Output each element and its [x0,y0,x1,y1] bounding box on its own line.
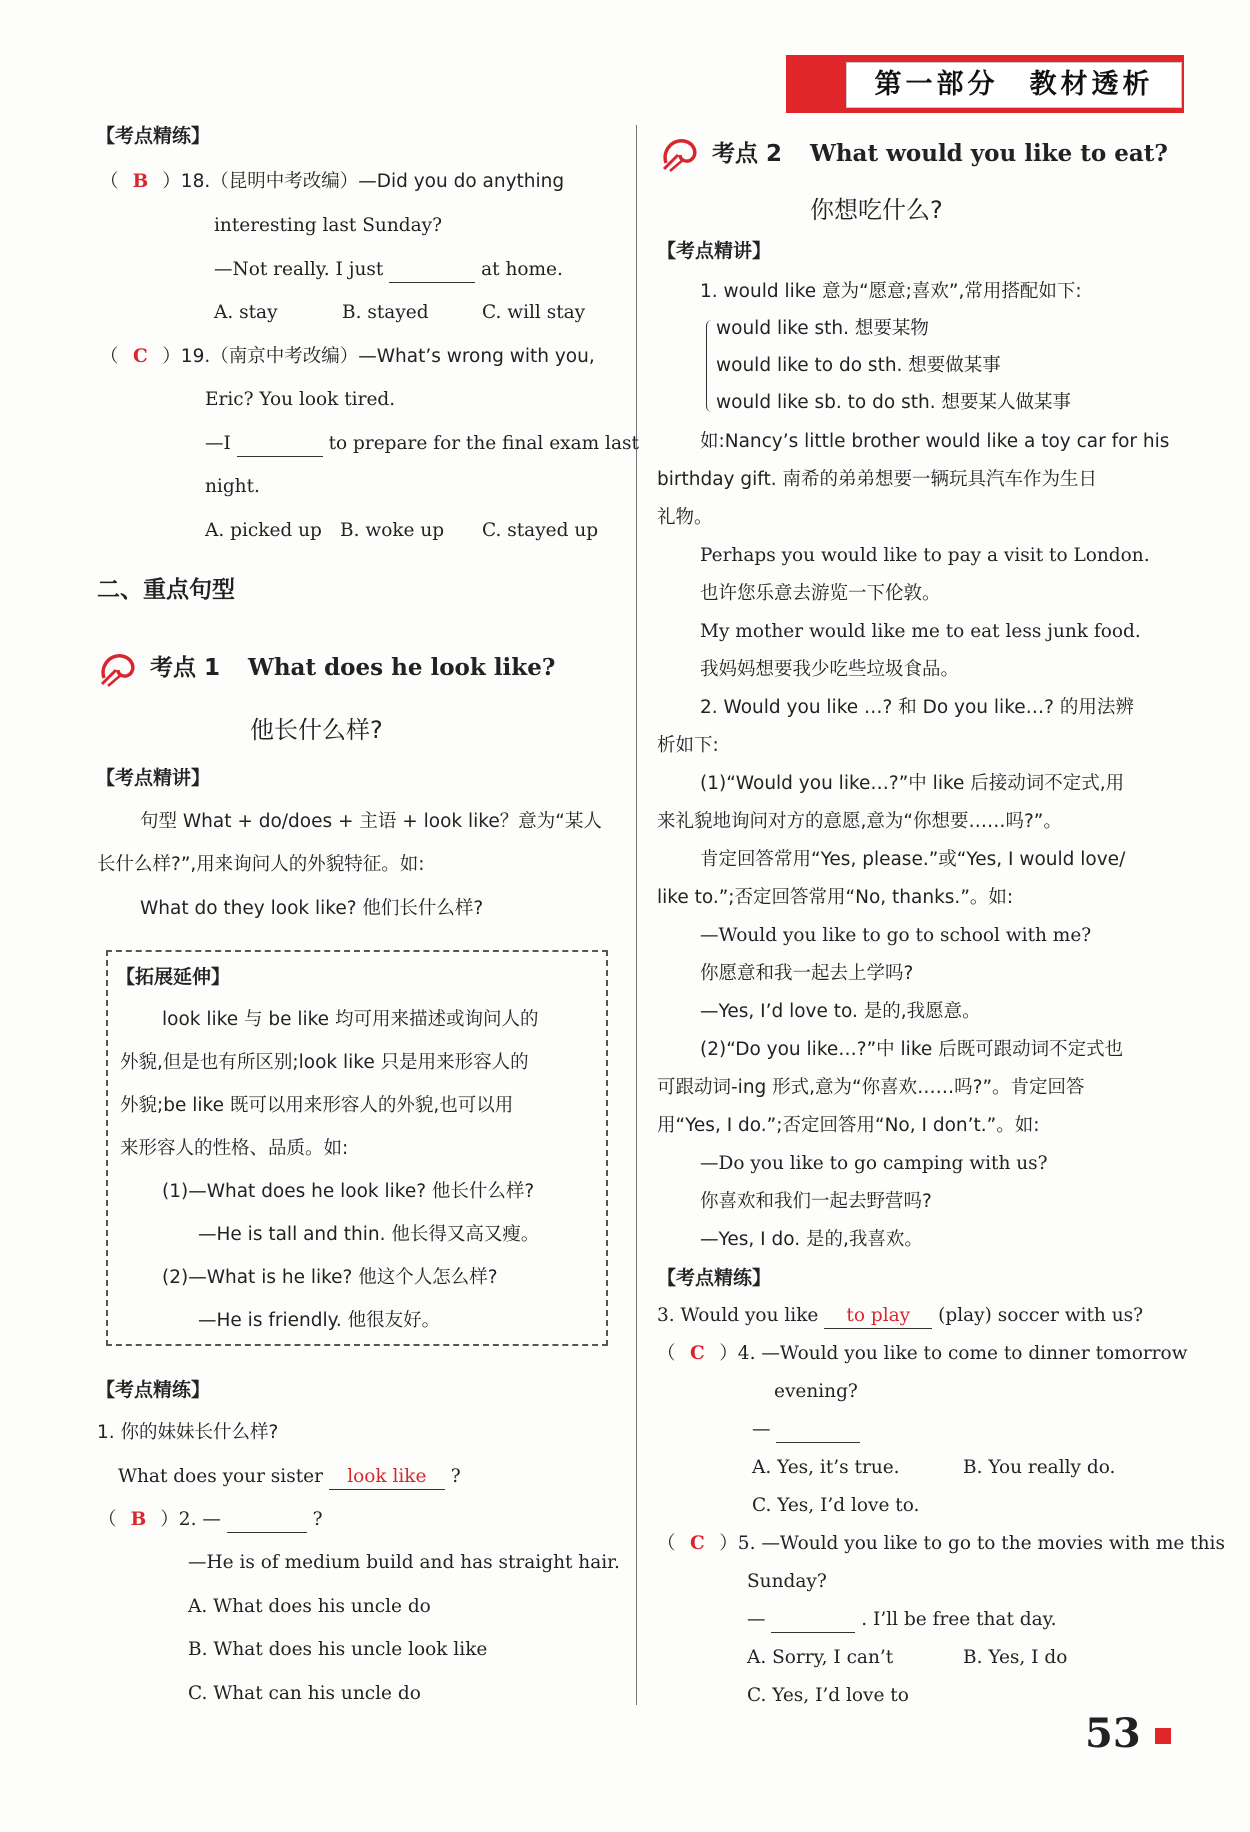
p2-option-a[interactable]: A. What does his uncle do [188,1596,431,1617]
kp1-label: 考点 1 [150,655,221,681]
p4-line1 [657,1342,1188,1366]
p1-question: 1. 你的妹妹长什么样? [97,1422,279,1443]
practice-tag-top: 【考点精练】 [96,125,211,147]
p5-blank[interactable] [771,1608,855,1633]
dialog-1: —Would you like to go to school with me? [700,925,1092,946]
kp1-explain-1: 句型 What + do/does + 主语 + look like？意为“某人 [140,811,602,832]
q19-option-b[interactable]: B. woke up [340,520,445,541]
q19-line2: Eric? You look tired. [205,389,396,410]
p4-answer: C [690,1343,705,1364]
q18-line1 [100,170,564,194]
p5-line2: Sunday? [747,1571,827,1592]
kp2-english: What would you like to eat? [810,140,1168,167]
kp2-explain-2a: 2. Would you like …? 和 Do you like…? 的用法辨 [700,697,1134,718]
column-divider [636,125,637,1705]
q19-line4: night. [205,476,260,497]
kp2-explain-2b: 析如下: [657,735,719,756]
dialog-1-cn: 你愿意和我一起去上学吗? [700,963,914,984]
kp2-explain-8a: (2)“Do you like…?”中 like 后既可跟动词不定式也 [700,1039,1124,1060]
q18-blank[interactable] [389,258,475,283]
explain-tag: 【考点精讲】 [96,767,211,789]
p5-line3-post: . I’ll be free that day. [861,1609,1057,1630]
q19-line3-post: to prepare for the final exam last [328,433,639,454]
page-number: 53 [1085,1710,1141,1757]
explain-tag-2: 【考点精讲】 [657,240,772,262]
dialog-2-cn: 你喜欢和我们一起去野营吗? [700,1191,932,1212]
kp2-explain-8c: 用“Yes, I do.”;否定回答用“No, I don’t.”。如: [657,1115,1040,1136]
practice-tag-2: 【考点精练】 [657,1267,772,1289]
kp2-explain-4a: 肯定回答常用“Yes, please.”或“Yes, I would love/ [700,849,1126,870]
kp2-label: 考点 2 [712,141,783,167]
p5-line3 [747,1608,1057,1633]
example-1a: 如:Nancy’s little brother would like a toy car for his [700,431,1170,452]
extension-line-7: (2)—What is he like? 他这个人怎么样? [162,1267,498,1288]
q19-line3 [205,432,639,457]
p5-dash: — [747,1609,766,1630]
p1-post: ? [450,1466,461,1487]
p2-option-b[interactable]: B. What does his uncle look like [188,1639,488,1660]
p1-fill-answer[interactable]: look like [329,1465,445,1490]
practice-tag: 【考点精练】 [96,1379,211,1401]
q18-open-paren: （ [100,171,119,192]
extension-line-4: 来形容人的性格、品质。如: [120,1138,349,1159]
example-3b: 我妈妈想要我少吃些垃圾食品。 [700,659,960,680]
p5-line1 [657,1532,1225,1556]
extension-line-3: 外貌;be like 既可以用来形容人的外貌,也可以用 [120,1095,514,1116]
q18-answer: B [132,171,149,192]
collocation-3: would like sb. to do sth. 想要某人做某事 [716,392,1071,413]
p4-option-b[interactable]: B. You really do. [963,1457,1116,1478]
brace [706,320,715,412]
q18-line3-pre: —Not really. I just [214,259,384,280]
q19-line1 [100,345,595,369]
p2-blank[interactable] [227,1508,307,1533]
q19-answer: C [133,346,148,367]
kp1-explain-3: What do they look like? 他们长什么样? [140,898,484,919]
p5-option-b[interactable]: B. Yes, I do [963,1647,1068,1668]
q19-option-c[interactable]: C. stayed up [482,520,599,541]
p3-fill-answer[interactable]: to play [824,1304,932,1329]
dialog-2-reply: —Yes, I do. 是的,我喜欢。 [700,1229,923,1250]
p2-line2: —He is of medium build and has straight hair. [188,1552,620,1573]
p3-line [657,1304,1143,1329]
q19-option-a[interactable]: A. picked up [205,520,322,541]
kp2-explain-4b: like to.”;否定回答常用“No, thanks.”。如: [657,887,1014,908]
keypoint-swirl-icon [98,648,140,690]
collocation-1: would like sth. 想要某物 [716,318,929,339]
p5-answer: C [690,1533,705,1554]
q19-stem: ）19.（南京中考改编）—What’s wrong with you, [162,346,595,367]
p5-open-paren: （ [657,1533,676,1554]
q18-line2: interesting last Sunday? [214,215,442,236]
extension-line-2: 外貌,但是也有所区别;look like 只是用来形容人的 [120,1052,529,1073]
extension-line-8: —He is friendly. 他很友好。 [198,1310,441,1331]
p4-option-c[interactable]: C. Yes, I’d love to. [752,1495,920,1516]
p4-dash: — [752,1419,771,1440]
kp2-explain-1: 1. would like 意为“愿意;喜欢”,常用搭配如下: [700,281,1082,302]
p4-stem: ）4. —Would you like to come to dinner tomorrow [719,1343,1188,1364]
kp1-explain-2: 长什么样?”,用来询问人的外貌特征。如: [97,854,425,875]
kp1-english: What does he look like? [248,654,556,681]
q18-option-a[interactable]: A. stay [214,302,278,323]
p5-option-c[interactable]: C. Yes, I’d love to [747,1685,909,1706]
p2-stem-post: ? [312,1509,323,1530]
p4-option-a[interactable]: A. Yes, it’s true. [752,1457,900,1478]
p2-line1 [98,1508,323,1533]
p2-answer: B [130,1509,147,1530]
p1-pre: What does your sister [118,1466,323,1487]
kp2-chinese: 你想吃什么? [810,196,943,224]
p4-blank[interactable] [776,1418,860,1443]
q18-line3-post: at home. [481,259,563,280]
p2-open-paren: （ [98,1509,117,1530]
example-3a: My mother would like me to eat less junk food. [700,621,1141,642]
p5-option-a[interactable]: A. Sorry, I can’t [747,1647,894,1668]
p2-option-c[interactable]: C. What can his uncle do [188,1683,421,1704]
q18-option-c[interactable]: C. will stay [482,302,586,323]
kp2-explain-3a: (1)“Would you like…?”中 like 后接动词不定式,用 [700,773,1125,794]
dialog-1-reply: —Yes, I’d love to. 是的,我愿意。 [700,1001,981,1022]
kp1-chinese: 他长什么样? [250,716,383,744]
dialog-2: —Do you like to go camping with us? [700,1153,1048,1174]
extension-line-5: (1)—What does he look like? 他长什么样? [162,1181,535,1202]
q19-line3-pre: —I [205,433,231,454]
page-number-square [1155,1728,1171,1744]
p5-stem: ）5. —Would you like to go to the movies with me this [719,1533,1225,1554]
p1-line [118,1465,461,1490]
section-title: 二、重点句型 [97,577,235,603]
kp2-explain-8b: 可跟动词-ing 形式,意为“你喜欢……吗?”。肯定回答 [657,1077,1085,1098]
example-2b: 也许您乐意去游览一下伦敦。 [700,583,941,604]
header-title: 第一部分 教材透析 [846,62,1182,108]
extension-line-6: —He is tall and thin. 他长得又高又瘦。 [198,1224,540,1245]
q19-open-paren: （ [100,346,119,367]
collocation-2: would like to do sth. 想要做某事 [716,355,1001,376]
q19-blank[interactable] [237,432,323,457]
example-2a: Perhaps you would like to pay a visit to London. [700,545,1150,566]
q18-line3 [214,258,563,283]
example-1c: 礼物。 [657,507,713,528]
q18-option-b[interactable]: B. stayed [342,302,429,323]
p3-post: (play) soccer with us? [938,1305,1144,1326]
p4-line2: evening? [774,1381,858,1402]
extension-tag: 【拓展延伸】 [116,966,231,988]
keypoint-swirl-icon-2 [660,133,702,175]
extension-line-1: look like 与 be like 均可用来描述或询问人的 [162,1009,539,1030]
example-1b: birthday gift. 南希的弟弟想要一辆玩具汽车作为生日 [657,469,1097,490]
p4-line3 [752,1418,860,1443]
q18-stem: ）18.（昆明中考改编）—Did you do anything [162,171,565,192]
p4-open-paren: （ [657,1343,676,1364]
kp2-explain-3b: 来礼貌地询问对方的意愿,意为“你想要……吗?”。 [657,811,1062,832]
p3-pre: 3. Would you like [657,1305,819,1326]
p2-stem-pre: ）2. — [160,1509,221,1530]
